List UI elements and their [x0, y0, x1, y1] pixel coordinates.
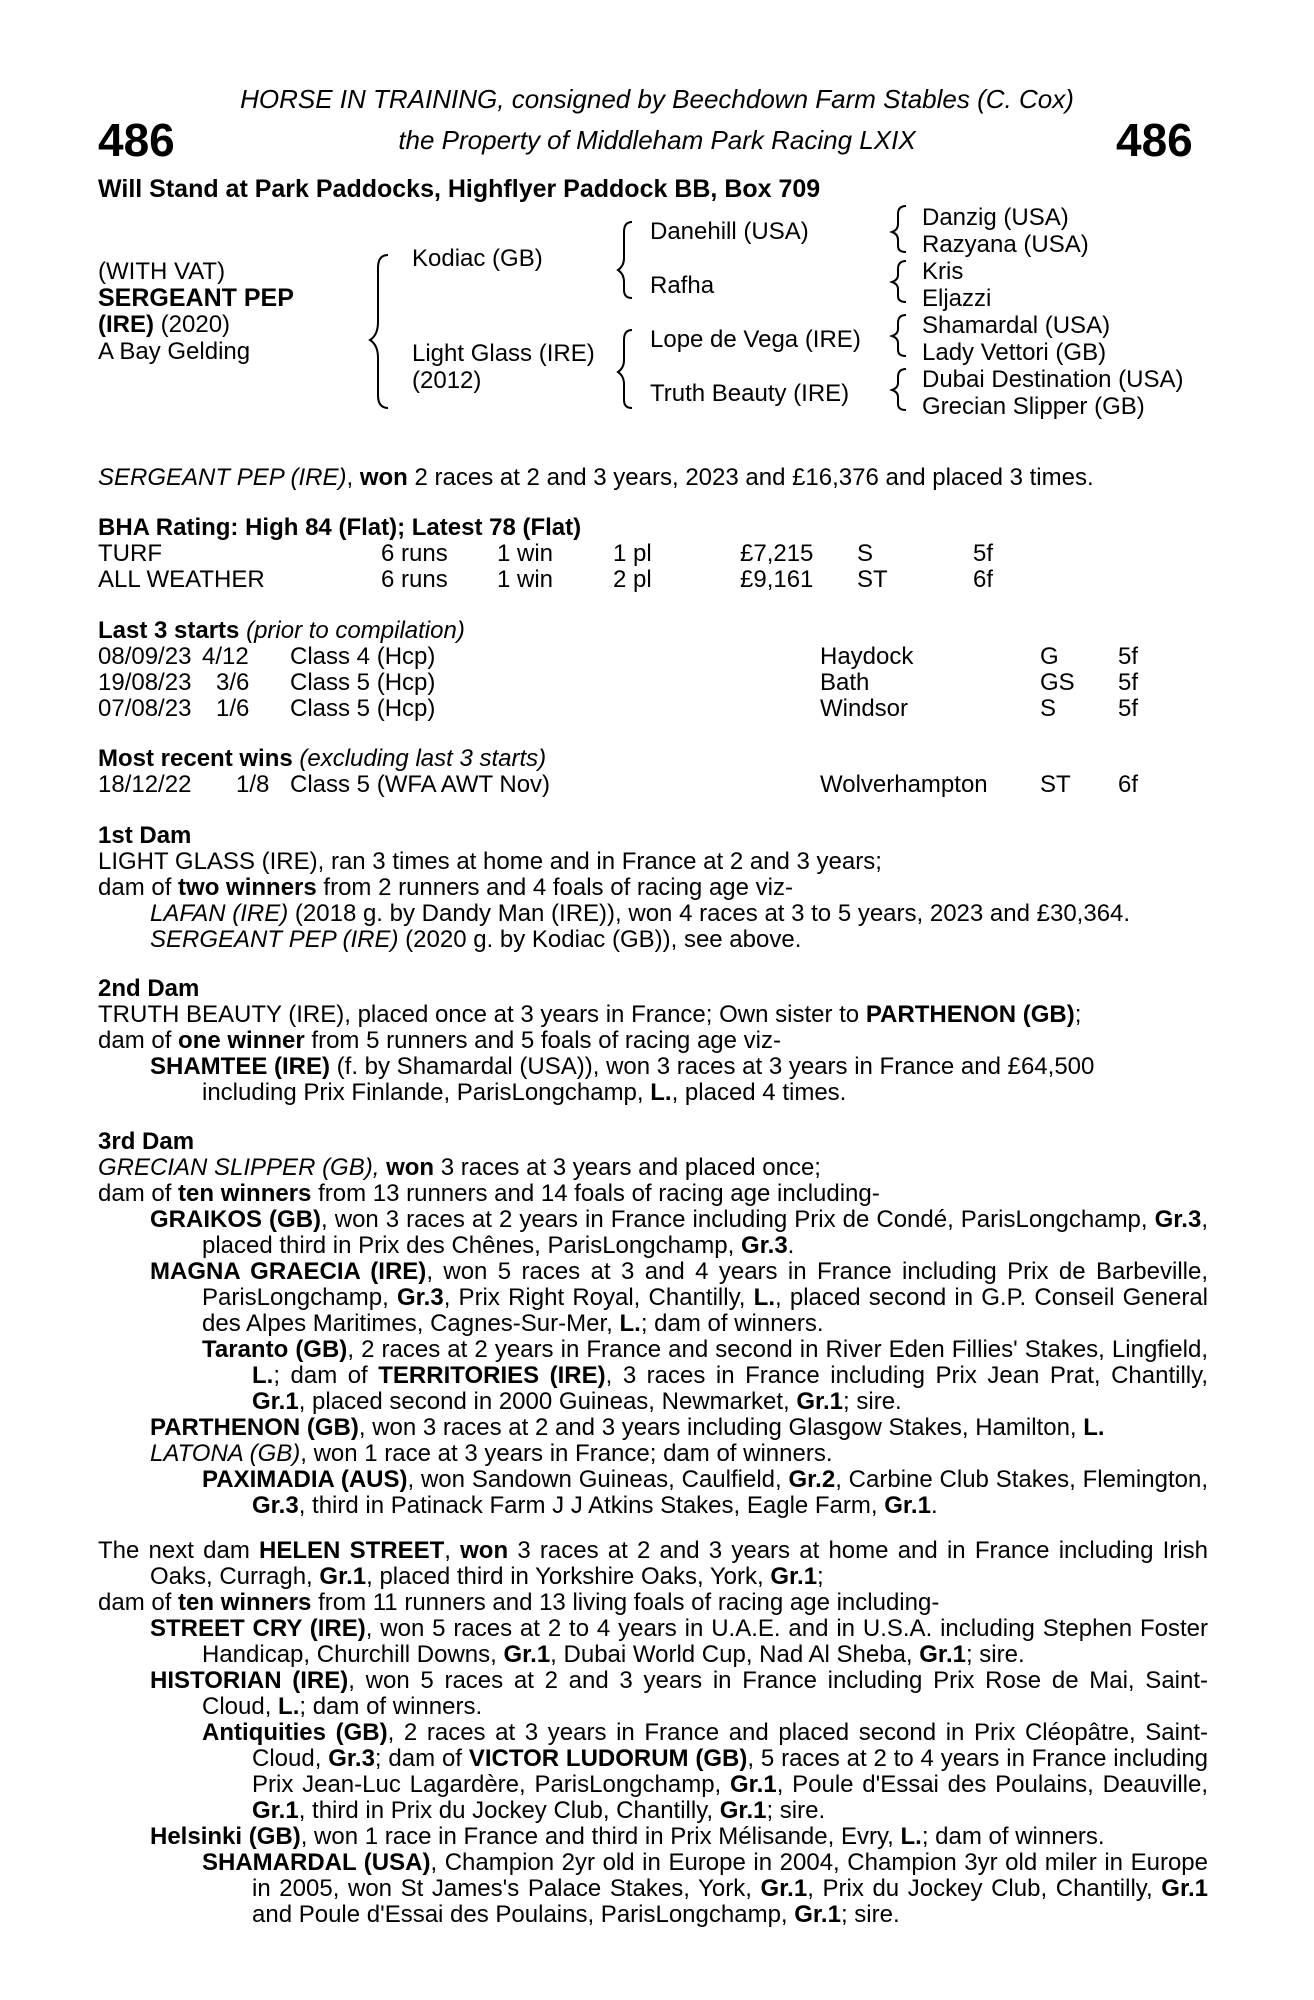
- next-dam-line2: dam of ten winners from 11 runners and 13 living foals of racing age including-: [98, 1589, 940, 1616]
- sire-sire: Danehill (USA): [650, 218, 809, 245]
- next-dam-line1: The next dam HELEN STREET, won 3 races at 2 and 3 years at home and in France including Irish Oaks, Curragh, Gr.1, placed third in Yorkshire Oaks, York, Gr.1;: [98, 1537, 1209, 1590]
- win-distance: 6f: [1118, 771, 1139, 798]
- first-dam-section: [98, 823, 1208, 953]
- produce-graikos: GRAIKOS (GB), won 3 races at 2 years in France including Prix de Condé, ParisLongchamp, Gr.3, placed third in Prix des Chênes, ParisLongchamp, Gr.3.: [150, 1206, 1208, 1259]
- start-course: Windsor: [820, 695, 909, 722]
- produce-historian: HISTORIAN (IRE), won 5 races at 2 and 3 years in France including Prix Rose de Mai, Saint-Cloud, L.; dam of winners.: [150, 1667, 1209, 1720]
- start-race: Class 5 (Hcp): [290, 669, 436, 696]
- first-dam-produce-1: LAFAN (IRE) (2018 g. by Dandy Man (IRE)), won 4 races at 3 to 5 years, 2023 and £30,364.: [150, 900, 1131, 927]
- recent-wins-section: [98, 746, 1208, 798]
- horse-description: A Bay Gelding: [98, 338, 251, 365]
- start-going: G: [1040, 643, 1059, 670]
- g-sire-sire-dam: Razyana (USA): [922, 231, 1089, 258]
- start-going: S: [1040, 695, 1057, 722]
- rating-surface: ALL WEATHER: [98, 566, 265, 593]
- second-dam-section: [98, 976, 1208, 1106]
- third-dam-line2: dam of ten winners from 13 runners and 14 foals of racing age including-: [98, 1180, 880, 1207]
- win-position: 1/8: [236, 771, 270, 798]
- sire: Kodiac (GB): [412, 245, 543, 272]
- rating-going: ST: [857, 566, 888, 593]
- recent-wins-heading: Most recent wins (excluding last 3 starts): [98, 745, 547, 772]
- lot-number-left: 486: [98, 114, 175, 166]
- produce-taranto: Taranto (GB), 2 races at 2 years in France and second in River Eden Fillies' Stakes, Lingfield, L.; dam of TERRITORIES (IRE), 3 races in France including Prix Jean Prat, Chantilly, Gr.1, placed second in 2000 Guineas, Newmarket, Gr.1; sire.: [202, 1336, 1209, 1415]
- third-dam-heading: 3rd Dam: [98, 1128, 195, 1155]
- produce-parthenon: PARTHENON (GB), won 3 races at 2 and 3 years including Glasgow Stakes, Hamilton, L.: [150, 1414, 1105, 1441]
- rating-placed: 2 pl: [613, 566, 652, 593]
- recent-win-row: [98, 772, 1208, 798]
- start-distance: 5f: [1118, 695, 1139, 722]
- start-race: Class 4 (Hcp): [290, 643, 436, 670]
- third-dam-line1: GRECIAN SLIPPER (GB), won 3 races at 3 years and placed once;: [98, 1154, 821, 1181]
- g-sire-sire-sire: Danzig (USA): [922, 204, 1069, 231]
- horse-country: (IRE): [98, 311, 154, 338]
- win-race: Class 5 (WFA AWT Nov): [290, 771, 551, 798]
- second-dam-produce-1-cont: including Prix Finlande, ParisLongchamp, L., placed 4 times.: [202, 1079, 847, 1106]
- win-going: ST: [1040, 771, 1071, 798]
- win-date: 18/12/22: [98, 771, 192, 798]
- start-date: 07/08/23: [98, 695, 192, 722]
- dam-year: (2012): [412, 367, 482, 394]
- produce-antiquities: Antiquities (GB), 2 races at 3 years in France and placed second in Prix Cléopâtre, Saint-Cloud, Gr.3; dam of VICTOR LUDORUM (GB), 5 races at 2 to 4 years in France including Prix Jean-Luc Lagardère, ParisLongchamp, Gr.1, Poule d'Essai des Poulains, Deauville, Gr.1, third in Prix du Jockey Club, Chantilly, Gr.1; sire.: [202, 1719, 1209, 1824]
- last-starts-heading: Last 3 starts (prior to compilation): [98, 617, 465, 644]
- second-dam-line1: TRUTH BEAUTY (IRE), placed once at 3 years in France; Own sister to PARTHENON (GB);: [98, 1001, 1082, 1028]
- rating-heading: BHA Rating: High 84 (Flat); Latest 78 (Flat): [98, 514, 582, 541]
- race-summary: SERGEANT PEP (IRE), won 2 races at 2 and 3 years, 2023 and £16,376 and placed 3 times.: [98, 464, 1094, 491]
- produce-shamardal: SHAMARDAL (USA), Champion 2yr old in Europe in 2004, Champion 3yr old miler in Europe in 2005, won St James's Palace Stakes, York, Gr.1, Prix du Jockey Club, Chantilly, Gr.1 and Poule d'Essai des Poulains, ParisLongchamp, Gr.1; sire.: [202, 1849, 1208, 1928]
- g-dam-sire-dam: Lady Vettori (GB): [922, 339, 1107, 366]
- produce-magna-graecia: MAGNA GRAECIA (IRE), won 5 races at 3 and 4 years in France including Prix de Barbeville, ParisLongchamp, Gr.3, Prix Right Royal, Chantilly, L., placed second in G.P. Conseil General des Alpes Maritimes, Cagnes-Sur-Mer, L.; dam of winners.: [150, 1258, 1209, 1337]
- last-starts-section: [98, 618, 1208, 722]
- vat-note: (WITH VAT): [98, 258, 226, 285]
- start-course: Bath: [820, 669, 870, 696]
- start-date: 08/09/23: [98, 643, 192, 670]
- first-dam-produce-2: SERGEANT PEP (IRE) (2020 g. by Kodiac (GB)), see above.: [150, 926, 802, 953]
- first-dam-heading: 1st Dam: [98, 822, 192, 849]
- rating-placed: 1 pl: [613, 540, 652, 567]
- g-sire-dam-dam: Eljazzi: [922, 285, 992, 312]
- second-dam-produce-1: SHAMTEE (IRE) (f. by Shamardal (USA)), won 3 races at 3 years in France and £64,500: [150, 1053, 1095, 1080]
- rating-surface: TURF: [98, 540, 162, 567]
- horse-foal-year: (2020): [154, 311, 231, 338]
- produce-latona: LATONA (GB), won 1 race at 3 years in France; dam of winners.: [150, 1440, 833, 1467]
- rating-prize: £7,215: [740, 540, 814, 567]
- consignor-line: HORSE IN TRAINING, consigned by Beechdown Farm Stables (C. Cox): [240, 84, 1074, 114]
- g-dam-sire-sire: Shamardal (USA): [922, 312, 1111, 339]
- sire-dam: Rafha: [650, 272, 715, 299]
- first-dam-line1: LIGHT GLASS (IRE), ran 3 times at home and in France at 2 and 3 years;: [98, 848, 882, 875]
- rating-runs: 6 runs: [381, 566, 448, 593]
- summary-horse-name: SERGEANT PEP (IRE): [98, 464, 347, 491]
- start-date: 19/08/23: [98, 669, 192, 696]
- rating-distance: 5f: [973, 540, 994, 567]
- summary-won: won: [359, 464, 408, 491]
- g-dam-dam-sire: Dubai Destination (USA): [922, 366, 1184, 393]
- dam: Light Glass (IRE): [412, 340, 595, 367]
- rating-row-turf: [98, 541, 1208, 567]
- start-course: Haydock: [820, 643, 914, 670]
- win-course: Wolverhampton: [820, 771, 988, 798]
- rating-wins: 1 win: [497, 566, 554, 593]
- produce-paximadia: PAXIMADIA (AUS), won Sandown Guineas, Caulfield, Gr.2, Carbine Club Stakes, Flemington, Gr.3, third in Patinack Farm J J Atkins Stakes, Eagle Farm, Gr.1.: [202, 1466, 1208, 1519]
- start-race: Class 5 (Hcp): [290, 695, 436, 722]
- rating-going: S: [857, 540, 874, 567]
- pedigree-braces: [0, 0, 1314, 420]
- start-distance: 5f: [1118, 643, 1139, 670]
- dam-dam: Truth Beauty (IRE): [650, 380, 850, 407]
- horse-name: SERGEANT PEP: [98, 284, 294, 312]
- lot-number-right: 486: [1116, 114, 1193, 166]
- start-position: 4/12: [202, 643, 249, 670]
- g-dam-dam-dam: Grecian Slipper (GB): [922, 393, 1145, 420]
- produce-helsinki: Helsinki (GB), won 1 race in France and third in Prix Mélisande, Evry, L.; dam of winners.: [150, 1823, 1105, 1850]
- last-start-row: [98, 670, 1208, 696]
- rating-distance: 6f: [973, 566, 994, 593]
- produce-street-cry: STREET CRY (IRE), won 5 races at 2 to 4 years in U.A.E. and in U.S.A. including Stephen Foster Handicap, Churchill Downs, Gr.1, Dubai World Cup, Nad Al Sheba, Gr.1; sire.: [150, 1615, 1208, 1668]
- start-distance: 5f: [1118, 669, 1139, 696]
- summary-text: 2 races at 2 and 3 years, 2023 and £16,376 and placed 3 times.: [407, 464, 1094, 491]
- rating-wins: 1 win: [497, 540, 554, 567]
- start-position: 1/6: [216, 695, 250, 722]
- stabling-line: Will Stand at Park Paddocks, Highflyer Paddock BB, Box 709: [98, 175, 821, 203]
- next-dam-section: [98, 1538, 1208, 1928]
- g-sire-dam-sire: Kris: [922, 258, 964, 285]
- rating-row-all-weather: [98, 567, 1208, 593]
- first-dam-line2: dam of two winners from 2 runners and 4 foals of racing age viz-: [98, 874, 793, 901]
- last-start-row: [98, 696, 1208, 722]
- second-dam-line2: dam of one winner from 5 runners and 5 foals of racing age viz-: [98, 1027, 781, 1054]
- start-position: 3/6: [216, 669, 250, 696]
- dam-sire: Lope de Vega (IRE): [650, 326, 861, 353]
- third-dam-section: [98, 1129, 1208, 1519]
- rating-section: [98, 515, 1208, 593]
- second-dam-heading: 2nd Dam: [98, 975, 200, 1002]
- rating-runs: 6 runs: [381, 540, 448, 567]
- rating-prize: £9,161: [740, 566, 814, 593]
- last-start-row: [98, 644, 1208, 670]
- property-line: the Property of Middleham Park Racing LXIX: [398, 125, 916, 155]
- start-going: GS: [1040, 669, 1075, 696]
